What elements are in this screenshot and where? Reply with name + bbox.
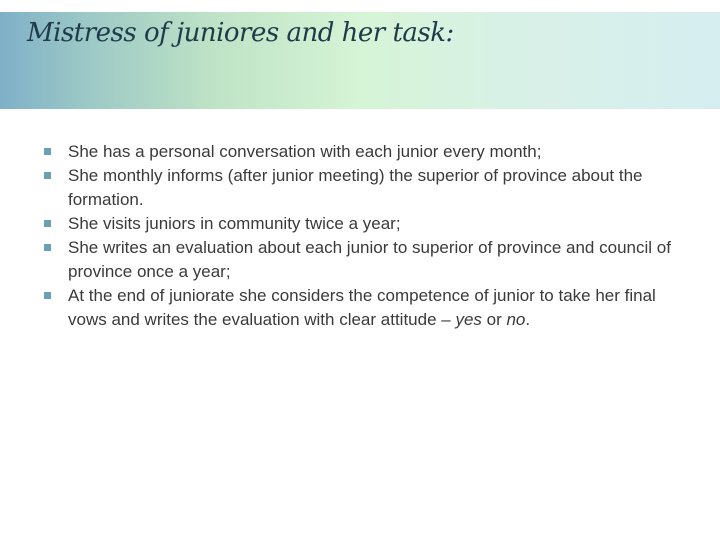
square-bullet-icon <box>44 172 51 179</box>
bullet-text: At the end of juniorate she considers the competence of junior to take her final vows and writes the evaluation with clear attitude – <box>68 286 656 329</box>
square-bullet-icon <box>44 148 51 155</box>
bullet-list <box>44 140 680 332</box>
square-bullet-icon <box>44 244 51 251</box>
bullet-text: She writes an evaluation about each junior to superior of province and council of province once a year; <box>68 238 671 281</box>
list-item <box>44 212 680 236</box>
list-item <box>44 140 680 164</box>
bullet-text: She visits juniors in community twice a year; <box>68 214 401 233</box>
list-item <box>44 284 680 332</box>
square-bullet-icon <box>44 220 51 227</box>
list-item <box>44 236 680 284</box>
end-punctuation: . <box>525 310 531 329</box>
yes-emphasis: yes <box>455 310 482 329</box>
square-bullet-icon <box>44 292 51 299</box>
no-emphasis: no <box>506 310 526 329</box>
or-text: or <box>481 310 507 329</box>
bullet-text: She monthly informs (after junior meeting) the superior of province about the formation. <box>68 166 643 209</box>
slide-title: Mistress of juniores and her task: <box>27 18 454 48</box>
bullet-text: She has a personal conversation with each junior every month; <box>68 142 542 161</box>
list-item <box>44 164 680 212</box>
